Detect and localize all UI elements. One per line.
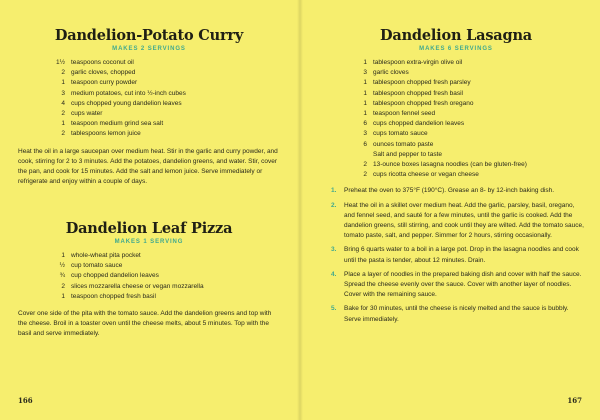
- step-number: 5.: [331, 305, 337, 313]
- ingredient-qty: 2: [61, 69, 65, 77]
- step-item: [331, 245, 584, 265]
- ingredient-qty: 1: [363, 99, 367, 107]
- recipe-title: Dandelion Leaf Pizza: [65, 220, 233, 237]
- steps-list: [331, 186, 584, 324]
- ingredient-item: [50, 261, 280, 271]
- ingredient-qty: 3: [363, 130, 367, 138]
- ingredient-qty: 3: [61, 89, 65, 97]
- step-text: Place a layer of noodles in the prepared baking dish and cover with half the sauce. Spread the cheese evenly over the sauce. Cover with another layer of noodles. Cover with the remaining sauce.: [344, 270, 582, 299]
- ingredient-qty: 6: [363, 120, 367, 128]
- ingredient-item: [352, 58, 584, 68]
- ingredient-item: [50, 282, 280, 292]
- ingredient-qty: 2: [363, 161, 367, 169]
- ingredient-qty: 1: [61, 252, 65, 259]
- ingredient-qty: ½: [59, 262, 65, 270]
- ingredient-text: Salt and pepper to taste: [373, 150, 443, 158]
- ingredient-text: medium potatoes, cut into ½-inch cubes: [71, 89, 186, 97]
- ingredient-item: [352, 150, 584, 160]
- ingredient-text: cup chopped dandelion leaves: [71, 272, 159, 280]
- ingredient-text: cups tomato sauce: [373, 130, 428, 138]
- ingredient-qty: 1: [363, 110, 367, 118]
- ingredient-text: teaspoon fennel seed: [373, 110, 436, 118]
- page-number: 166: [18, 396, 33, 405]
- ingredient-item: [352, 129, 584, 139]
- ingredient-item: [352, 109, 584, 119]
- recipe-directions: Cover one side of the pita with the tomato sauce. Add the dandelion greens and top with the cheese. Broil in a toaster oven until the cheese melts, about 5 minutes. Top with the basil and serve immediately.: [18, 310, 272, 338]
- step-item: [331, 201, 584, 242]
- ingredient-item: [50, 109, 280, 119]
- ingredient-item: [50, 89, 280, 99]
- step-item: [331, 186, 584, 196]
- ingredient-item: [50, 68, 280, 78]
- ingredient-text: tablespoon chopped fresh oregano: [373, 99, 474, 107]
- ingredient-item: [50, 58, 280, 68]
- servings-label: MAKES 2 SERVINGS: [112, 46, 186, 52]
- ingredient-text: tablespoon chopped fresh parsley: [373, 79, 471, 87]
- ingredient-text: tablespoon extra-virgin olive oil: [373, 59, 463, 66]
- ingredient-item: [352, 140, 584, 150]
- ingredient-item: [50, 251, 280, 261]
- right-page: [300, 0, 600, 420]
- ingredient-text: 13-ounce boxes lasagna noodles (can be gluten-free): [373, 161, 527, 169]
- ingredient-qty: 1: [61, 120, 65, 128]
- ingredient-item: [50, 78, 280, 88]
- ingredient-text: cups chopped young dandelion leaves: [71, 99, 182, 107]
- ingredient-qty: 6: [363, 140, 367, 148]
- ingredients-list: [352, 58, 584, 180]
- ingredient-text: tablespoon chopped fresh basil: [373, 89, 463, 97]
- ingredient-text: tablespoons lemon juice: [71, 130, 141, 138]
- step-number: 3.: [331, 246, 337, 254]
- recipe-pizza: [18, 221, 280, 340]
- servings-label: MAKES 1 SERVING: [114, 239, 184, 245]
- ingredient-text: teaspoon chopped fresh basil: [71, 292, 156, 300]
- ingredient-text: teaspoons coconut oil: [71, 59, 134, 66]
- recipe-curry: [18, 28, 280, 187]
- ingredient-text: teaspoon medium grind sea salt: [71, 120, 164, 128]
- ingredient-item: [352, 99, 584, 109]
- ingredient-qty: 1: [363, 89, 367, 97]
- step-text: Preheat the oven to 375°F (190°C). Grease an 8- by 12-inch baking dish.: [344, 187, 555, 195]
- ingredient-item: [352, 68, 584, 78]
- ingredient-qty: ¾: [59, 272, 65, 280]
- ingredient-text: ounces tomato paste: [373, 140, 434, 148]
- ingredients-list: [50, 251, 280, 302]
- ingredient-text: slices mozzarella cheese or vegan mozzarella: [71, 282, 204, 290]
- recipe-directions: Heat the oil in a large saucepan over medium heat. Stir in the garlic and curry powder, and cook, stirring for 2 to 3 minutes. Add the potatoes, dandelion greens, and water. Stir, cover the pan, and cook for 15 minutes. Add the salt and lemon juice. Serve immediately or refrigerate and enjoy within a couple of days.: [18, 147, 278, 186]
- ingredient-qty: 2: [61, 110, 65, 118]
- ingredient-item: [50, 99, 280, 109]
- ingredient-qty: 1: [363, 79, 367, 87]
- ingredients-list: [50, 58, 280, 140]
- ingredient-text: whole-wheat pita pocket: [71, 252, 141, 259]
- ingredient-item: [50, 119, 280, 129]
- ingredient-qty: 2: [61, 130, 65, 138]
- ingredient-item: [352, 78, 584, 88]
- ingredient-text: cups water: [71, 110, 103, 118]
- ingredient-text: cup tomato sauce: [71, 262, 123, 270]
- ingredient-text: garlic cloves, chopped: [71, 69, 136, 77]
- ingredient-text: teaspoon curry powder: [71, 79, 138, 87]
- ingredient-qty: 1½: [55, 59, 65, 66]
- recipe-lasagna: [328, 28, 584, 329]
- step-text: Bake for 30 minutes, until the cheese is nicely melted and the sauce is bubbly. Serve immediately.: [344, 305, 569, 323]
- ingredient-qty: 1: [61, 79, 65, 87]
- recipe-title: Dandelion Lasagna: [380, 27, 532, 44]
- ingredient-text: cups chopped dandelion leaves: [373, 120, 465, 128]
- ingredient-qty: 2: [363, 171, 367, 179]
- ingredient-item: [50, 271, 280, 281]
- ingredient-qty: 3: [363, 69, 367, 77]
- step-number: 1.: [331, 187, 337, 195]
- ingredient-item: [352, 119, 584, 129]
- step-item: [331, 270, 584, 301]
- ingredient-item: [352, 170, 584, 180]
- ingredient-text: cups ricotta cheese or vegan cheese: [373, 171, 479, 179]
- ingredient-item: [352, 89, 584, 99]
- ingredient-item: [352, 160, 584, 170]
- step-number: 2.: [331, 201, 337, 209]
- ingredient-qty: [352, 150, 373, 160]
- servings-label: MAKES 6 SERVINGS: [419, 46, 493, 52]
- step-text: Bring 6 quarts water to a boil in a large pot. Drop in the lasagna noodles and cook until the pasta is tender, about 12 minutes. Drain.: [344, 246, 579, 264]
- page-number: 167: [567, 396, 582, 405]
- ingredient-qty: 1: [363, 59, 367, 66]
- step-text: Heat the oil in a skillet over medium heat. Add the garlic, parsley, basil, oregano, and fennel seed, and sauté for a few minutes, until the garlic is cooked. Add the dandelion greens, still stirring, and cook until they are wilted. Add the tomato sauce, tomato paste, salt, and pepper. Simmer for 2 hours, stirring occasionally.: [344, 201, 584, 240]
- step-number: 4.: [331, 270, 337, 278]
- recipe-title: Dandelion-Potato Curry: [54, 27, 244, 44]
- step-item: [331, 304, 584, 324]
- ingredient-item: [50, 292, 280, 302]
- ingredient-text: garlic cloves: [373, 69, 409, 77]
- ingredient-qty: 4: [61, 99, 65, 107]
- ingredient-qty: 2: [61, 282, 65, 290]
- ingredient-qty: 1: [61, 292, 65, 300]
- ingredient-item: [50, 129, 280, 139]
